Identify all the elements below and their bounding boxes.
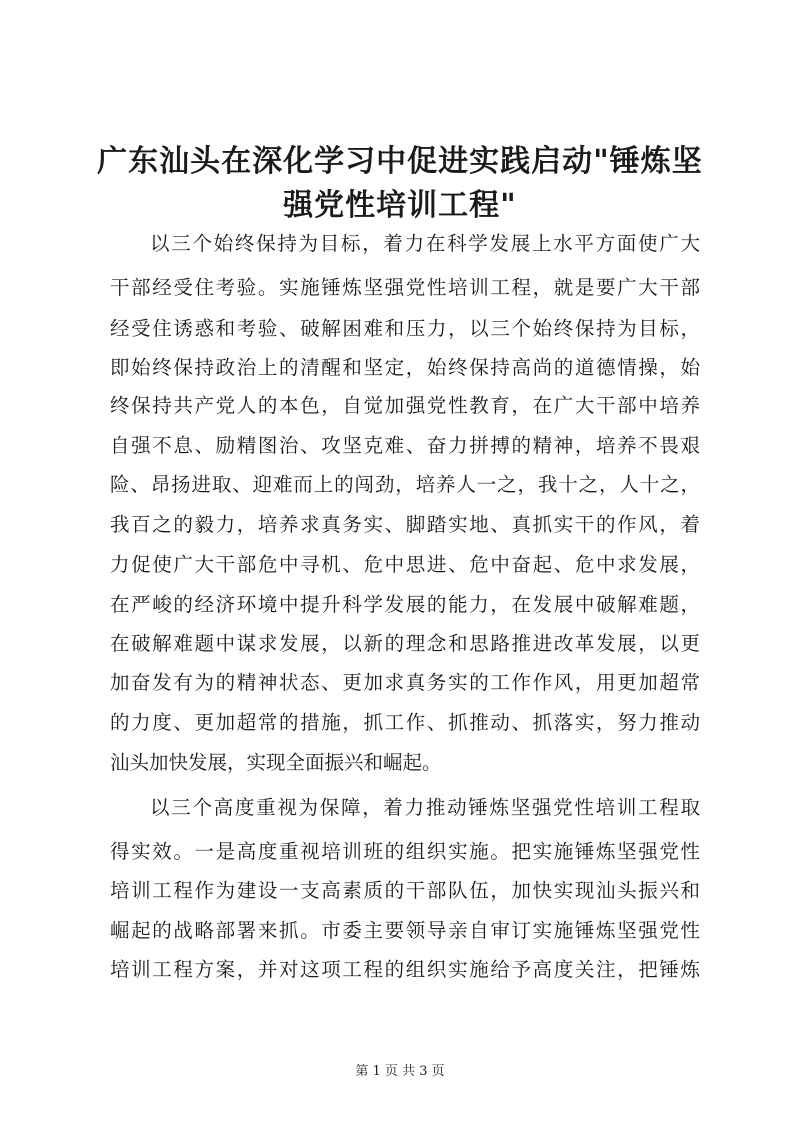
- paragraph-1-line: 险、昂扬进取、迎难而上的闯劲，培养人一之，我十之，人十之，: [110, 473, 700, 496]
- paragraph-1-line: 终保持共产党人的本色，自觉加强党性教育，在广大干部中培养: [110, 394, 700, 417]
- paragraph-2-line: 以三个高度重视为保障，着力推动锤炼坚强党性培训工程取: [150, 796, 700, 819]
- paragraph-2-line: 培训工程作为建设一支高素质的干部队伍，加快实现汕头振兴和: [110, 879, 700, 902]
- paragraph-2-line: 得实效。一是高度重视培训班的组织实施。把实施锤炼坚强党性: [110, 840, 700, 863]
- paragraph-1-line: 汕头加快发展，实现全面振兴和崛起。: [110, 751, 442, 774]
- paragraph-2-line: 培训工程方案，并对这项工程的组织实施给予高度关注，把锤炼: [110, 958, 700, 981]
- paragraph-1-line: 我百之的毅力，培养求真务实、脚踏实地、真抓实干的作风，着: [110, 513, 700, 536]
- paragraph-1-line: 力促使广大干部危中寻机、危中思进、危中奋起、危中求发展，: [110, 553, 700, 576]
- paragraph-1-line: 自强不息、励精图治、攻坚克难、奋力拼搏的精神，培养不畏艰: [110, 434, 700, 457]
- paragraph-1-line: 的力度、更加超常的措施，抓工作、抓推动、抓落实，努力推动: [110, 711, 700, 734]
- paragraph-1-line: 以三个始终保持为目标，着力在科学发展上水平方面使广大: [150, 232, 700, 255]
- title-line-2: 强党性培训工程": [283, 188, 517, 223]
- paragraph-1-line: 在严峻的经济环境中提升科学发展的能力，在发展中破解难题，: [110, 593, 700, 616]
- paragraph-1-line: 加奋发有为的精神状态、更加求真务实的工作作风，用更加超常: [110, 671, 700, 694]
- page-number-footer: 第 1 页 共 3 页: [355, 1064, 445, 1079]
- paragraph-1-line: 干部经受住考验。实施锤炼坚强党性培训工程，就是要广大干部: [110, 276, 700, 299]
- document-title: [90, 140, 710, 228]
- paragraph-1-line: 在破解难题中谋求发展，以新的理念和思路推进改革发展，以更: [110, 632, 700, 655]
- title-line-1: 广东汕头在深化学习中促进实践启动"锤炼坚: [97, 144, 703, 179]
- paragraph-2-line: 崛起的战略部署来抓。市委主要领导亲自审订实施锤炼坚强党性: [110, 919, 700, 942]
- paragraph-1-line: 即始终保持政治上的清醒和坚定，始终保持高尚的道德情操，始: [110, 356, 700, 379]
- paragraph-1-line: 经受住诱惑和考验、破解困难和压力，以三个始终保持为目标，: [110, 317, 700, 340]
